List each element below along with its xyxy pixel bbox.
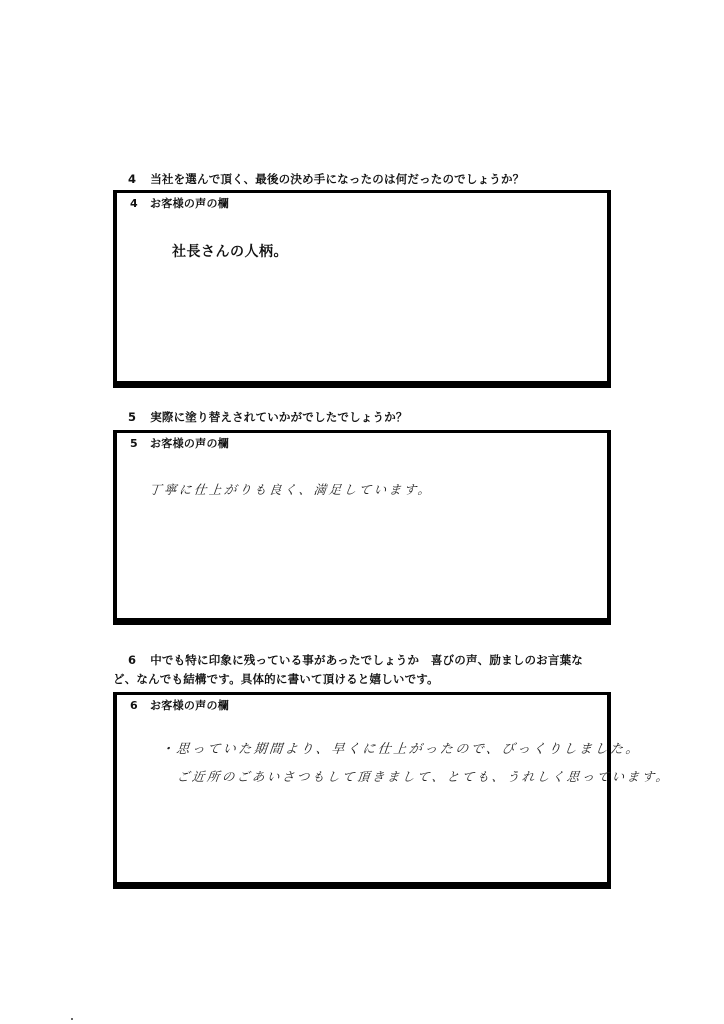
box-label bbox=[130, 195, 229, 211]
question-number: 6 bbox=[128, 653, 137, 667]
question-6 bbox=[128, 651, 648, 670]
box-label bbox=[130, 435, 229, 451]
question-line-1 bbox=[128, 651, 648, 670]
question-number: 5 bbox=[128, 410, 137, 424]
handwritten-answer: 丁寧に仕上がりも良く、満足しています。 bbox=[148, 482, 434, 497]
handwritten-answer-line2: ご近所のごあいさつもして頂きまして、とても、うれしく思っています。 bbox=[176, 769, 672, 784]
handwritten-answer-line1: ・思っていた期間より、早くに仕上がったので、びっくりしました。 bbox=[160, 742, 642, 757]
answer-box-5 bbox=[113, 430, 611, 625]
box-number: 5 bbox=[130, 437, 138, 450]
question-text: 当社を選んで頂く、最後の決め手になったのは何だったのでしょうか？ bbox=[150, 172, 525, 186]
answer-box-6 bbox=[113, 692, 672, 889]
box-number: 4 bbox=[130, 197, 138, 210]
question-5 bbox=[128, 408, 628, 427]
answer-text: 社長さんの人柄。 bbox=[172, 244, 288, 260]
answer-box-4 bbox=[113, 190, 611, 388]
question-6-continued bbox=[113, 670, 633, 689]
question-number: 4 bbox=[128, 172, 137, 186]
box-label-text: お客様の声の欄 bbox=[149, 437, 230, 450]
question-text-line2: ど、なんでも結構です。具体的に書いて頂けると嬉しいです。 bbox=[113, 672, 439, 686]
box-number: 6 bbox=[130, 699, 138, 712]
box-label-text: お客様の声の欄 bbox=[149, 699, 230, 712]
box-label bbox=[130, 697, 229, 713]
question-4 bbox=[128, 170, 628, 189]
box-label-text: お客様の声の欄 bbox=[149, 197, 230, 210]
question-text: 実際に塗り替えされていかがでしたでしょうか？ bbox=[150, 410, 408, 424]
scan-speck bbox=[71, 1018, 73, 1020]
question-text-line1: 中でも特に印象に残っている事があったでしょうか 喜びの声、励ましのお言葉な bbox=[150, 653, 583, 667]
